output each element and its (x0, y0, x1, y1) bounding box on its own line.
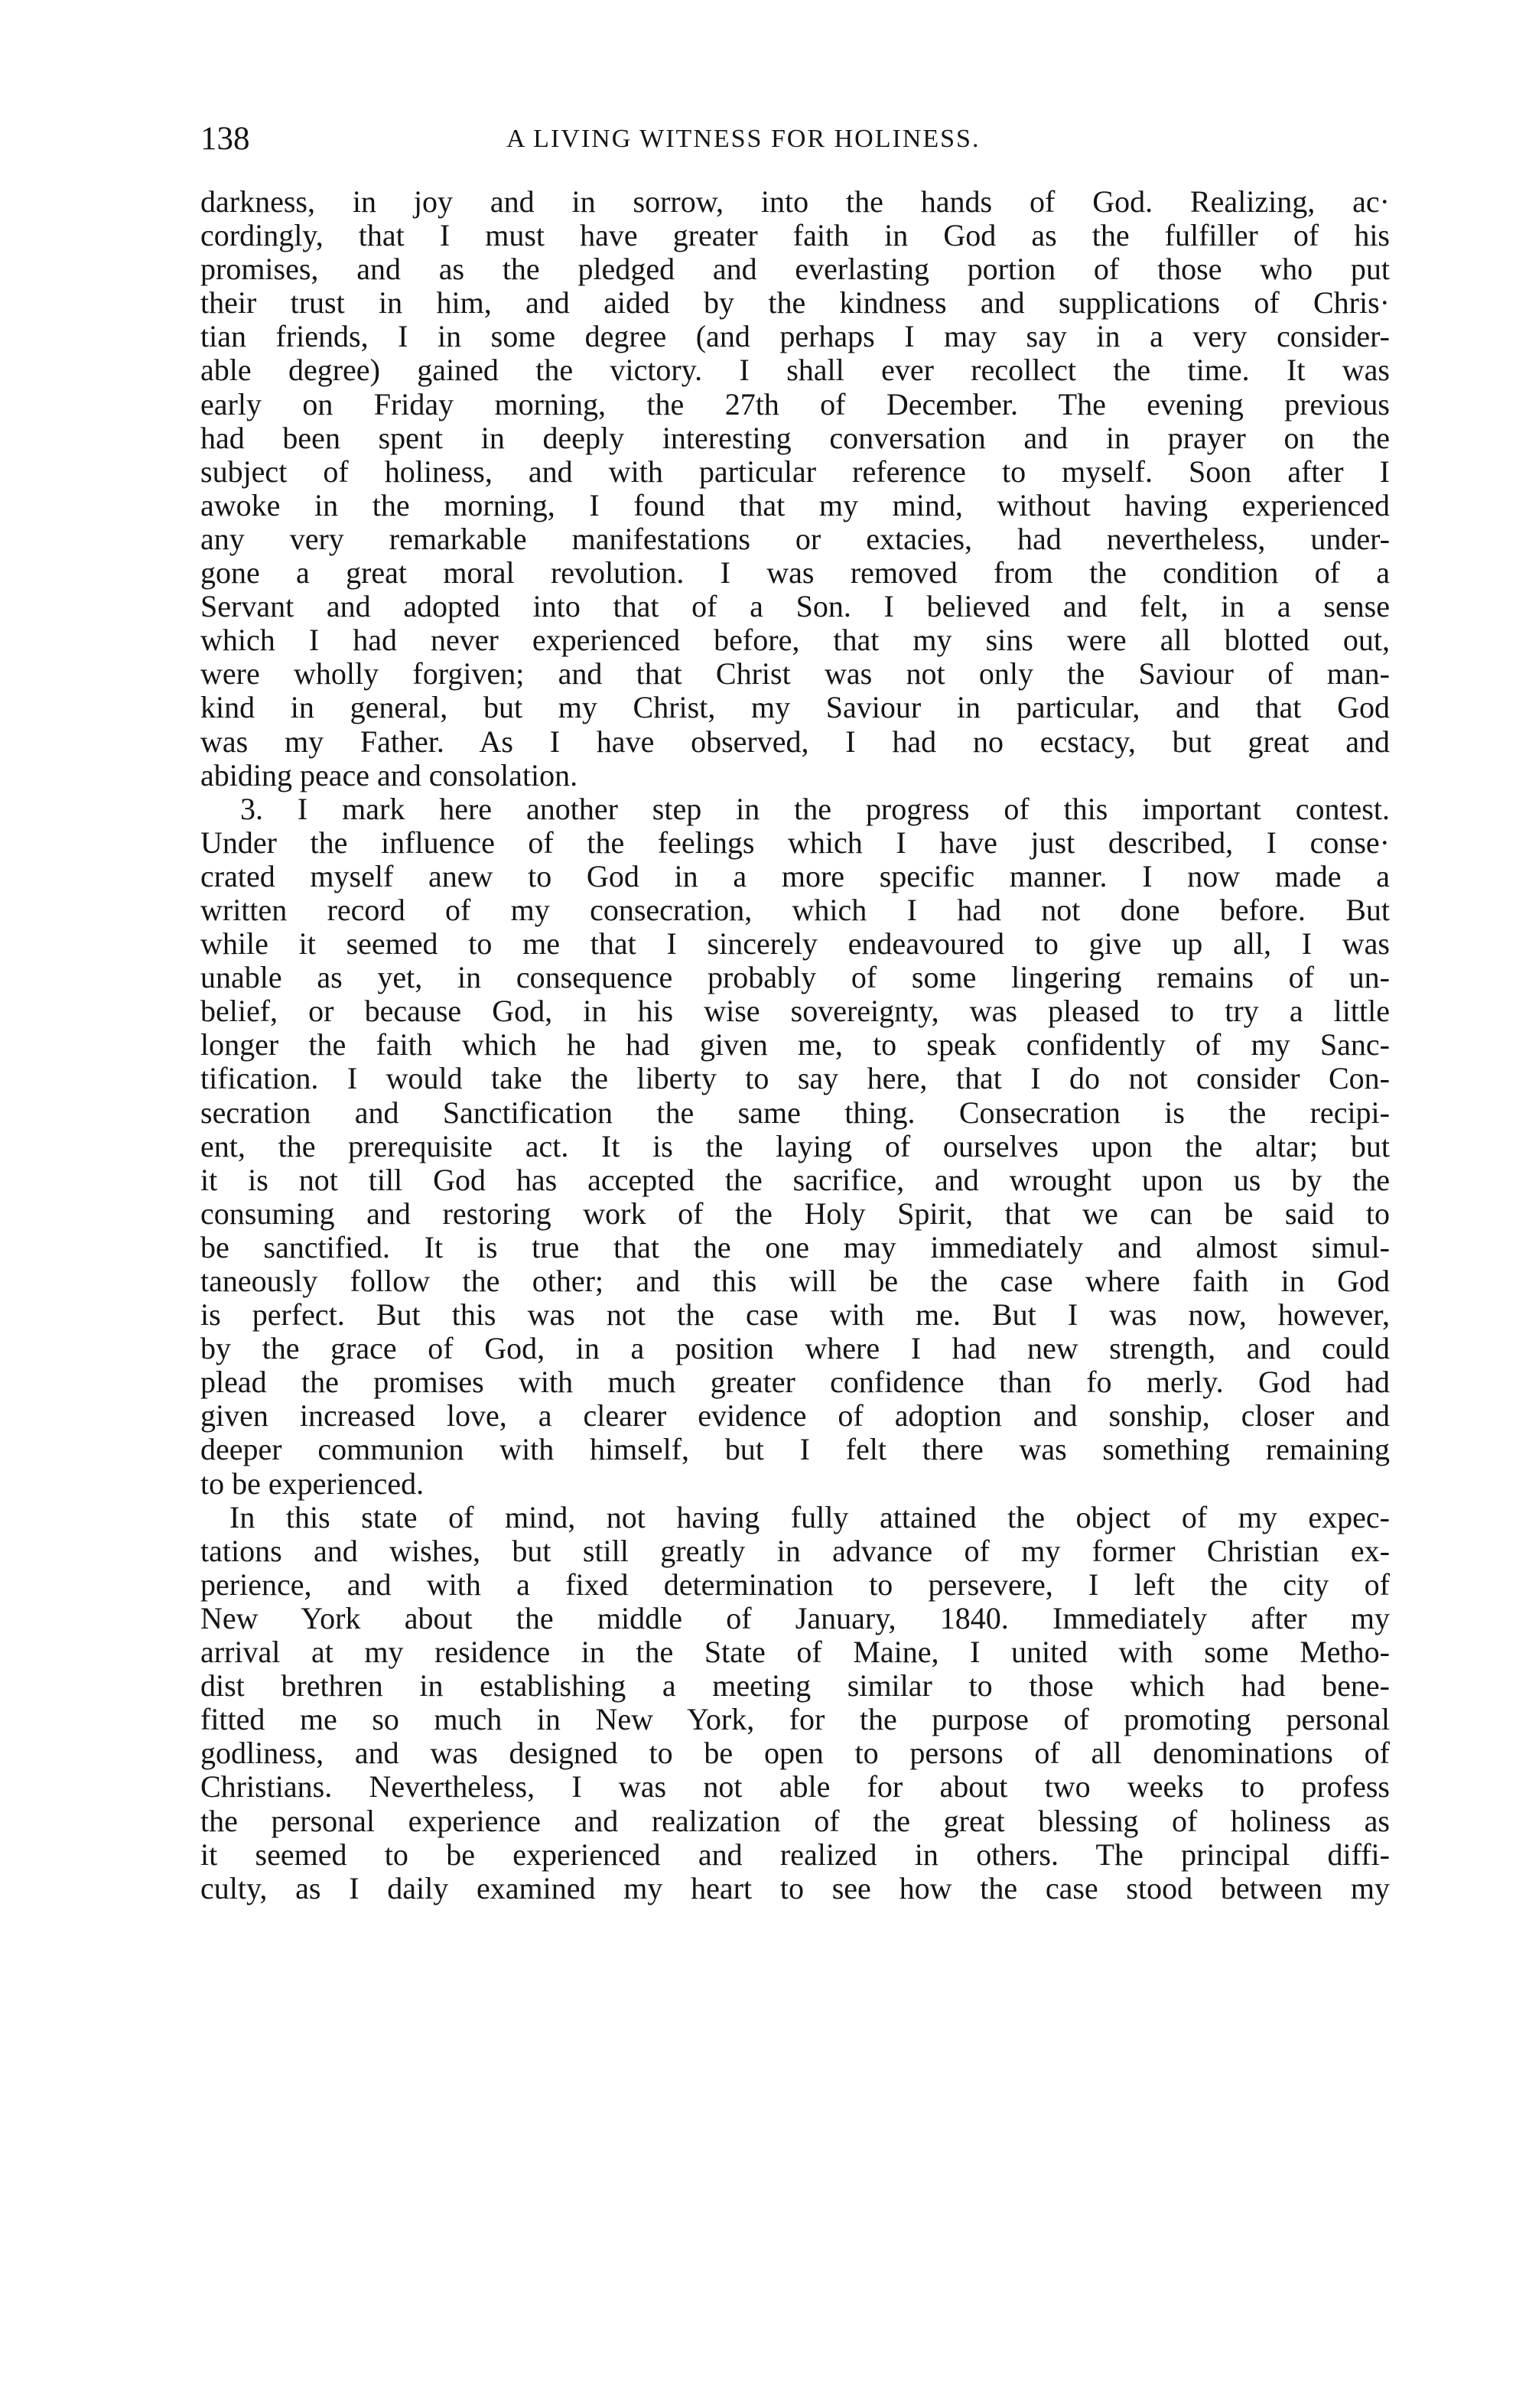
text-line: consuming and restoring work of the Holy Spirit, that we can be said to (200, 1196, 1390, 1231)
text-line: fitted me so much in New York, for the purpose of promoting personal (200, 1703, 1390, 1737)
page-header (200, 115, 1386, 164)
text-line: tian friends, I in some degree (and perhaps I may say in a very consider- (200, 320, 1390, 354)
text-line: tification. I would take the liberty to say here, that I do not consider Con- (200, 1062, 1390, 1096)
text-line: had been spent in deeply interesting conversation and in prayer on the (200, 421, 1390, 455)
text-line: deeper communion with himself, but I felt there was something remaining (200, 1433, 1390, 1467)
text-line: Under the influence of the feelings which I have just described, I conse· (200, 825, 1390, 860)
text-line: taneously follow the other; and this will be the case where faith in God (200, 1264, 1390, 1298)
text-line: arrival at my residence in the State of Maine, I united with some Metho- (200, 1635, 1390, 1670)
text-line: godliness, and was designed to be open to persons of all denominations of (200, 1736, 1390, 1771)
text-line: promises, and as the pledged and everlasting portion of those who put (200, 252, 1390, 287)
text-line: perience, and with a fixed determination to persevere, I left the city of (200, 1567, 1390, 1602)
text-line: secration and Sanctification the same thing. Consecration is the recipi- (200, 1095, 1390, 1130)
text-line: subject of holiness, and with particular reference to myself. Soon after I (200, 454, 1390, 489)
paragraph-end-line: abiding peace and consolation. (200, 758, 578, 792)
text-line: gone a great moral revolution. I was removed from the condition of a (200, 556, 1390, 591)
page-number: 138 (200, 121, 250, 157)
text-line: their trust in him, and aided by the kindness and supplications of Chris· (200, 286, 1390, 321)
text-line: it is not till God has accepted the sacrifice, and wrought upon us by the (200, 1163, 1390, 1197)
text-line: cordingly, that I must have greater faith in God as the fulfiller of his (200, 219, 1390, 253)
text-line: early on Friday morning, the 27th of December. The evening previous (200, 387, 1390, 421)
text-line: given increased love, a clearer evidence of adoption and sonship, closer and (200, 1399, 1390, 1433)
text-line: New York about the middle of January, 1840. Immediately after my (200, 1601, 1390, 1635)
text-line: longer the faith which he had given me, to speak confidently of my Sanc- (200, 1028, 1390, 1062)
text-line: dist brethren in establishing a meeting similar to those which had bene- (200, 1669, 1390, 1703)
paragraph-start-line: 3. I mark here another step in the progress of this important contest. (240, 792, 1390, 826)
text-line: Christians. Nevertheless, I was not able for about two weeks to profess (200, 1770, 1390, 1804)
text-line: culty, as I daily examined my heart to see how the case stood between my (200, 1871, 1390, 1905)
text-line: was my Father. As I have observed, I had no ecstacy, but great and (200, 724, 1390, 759)
running-title: A LIVING WITNESS FOR HOLINESS. (506, 125, 981, 153)
body-text (200, 185, 1390, 1905)
text-line: awoke in the morning, I found that my mind, without having experienced (200, 488, 1390, 522)
text-line: crated myself anew to God in a more specific manner. I now made a (200, 859, 1390, 893)
text-line: is perfect. But this was not the case with me. But I was now, however, (200, 1298, 1390, 1333)
text-line: darkness, in joy and in sorrow, into the hands of God. Realizing, ac· (200, 185, 1390, 219)
text-line: belief, or because God, in his wise sovereignty, was pleased to try a little (200, 994, 1390, 1029)
text-line: were wholly forgiven; and that Christ was not only the Saviour of man- (200, 657, 1390, 691)
text-line: any very remarkable manifestations or extacies, had nevertheless, under- (200, 522, 1390, 556)
text-line: written record of my consecration, which I had not done before. But (200, 893, 1390, 927)
text-line: able degree) gained the victory. I shall ever recollect the time. It was (200, 353, 1390, 388)
text-line: ent, the prerequisite act. It is the laying of ourselves upon the altar; but (200, 1129, 1390, 1163)
paragraph-start-line: In this state of mind, not having fully attained the object of my expec- (229, 1500, 1390, 1534)
text-line: it seemed to be experienced and realized in others. The principal diffi- (200, 1837, 1390, 1872)
text-line: which I had never experienced before, that my sins were all blotted out, (200, 623, 1390, 658)
text-line: the personal experience and realization of the great blessing of holiness as (200, 1804, 1390, 1838)
text-line: Servant and adopted into that of a Son. I believed and felt, in a sense (200, 590, 1390, 624)
paragraph-end-line: to be experienced. (200, 1466, 425, 1501)
text-line: kind in general, but my Christ, my Saviour in particular, and that God (200, 691, 1390, 725)
text-line: be sanctified. It is true that the one may immediately and almost simul- (200, 1230, 1390, 1264)
text-line: while it seemed to me that I sincerely endeavoured to give up all, I was (200, 927, 1390, 962)
text-line: tations and wishes, but still greatly in advance of my former Christian ex- (200, 1534, 1390, 1568)
text-line: by the grace of God, in a position where I had new strength, and could (200, 1332, 1390, 1366)
text-line: unable as yet, in consequence probably of some lingering remains of un- (200, 961, 1390, 995)
text-line: plead the promises with much greater confidence than fo merly. God had (200, 1365, 1390, 1400)
